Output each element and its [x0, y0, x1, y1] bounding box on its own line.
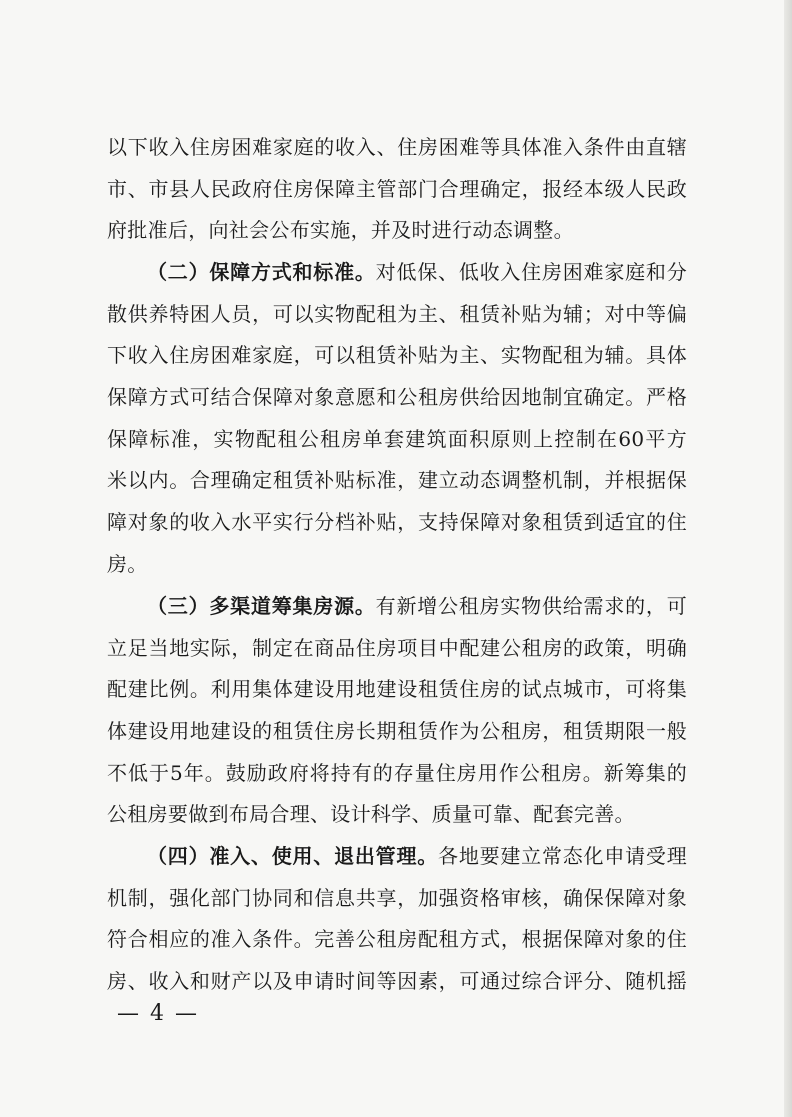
- paragraph-line: 房。: [107, 551, 148, 576]
- paragraph-4: [107, 836, 687, 1003]
- paragraph-2: [107, 252, 687, 586]
- paragraph-line: 米以内。合理确定租赁补贴标准，建立动态调整机制，并根据保: [107, 468, 687, 493]
- paragraph-line: 房、收入和财产以及申请时间等因素，可通过综合评分、随机摇: [107, 969, 687, 994]
- paragraph-3: [107, 586, 687, 836]
- paragraph-line: 公租房要做到布局合理、设计科学、质量可靠、配套完善。: [107, 802, 635, 827]
- paragraph-text: 各地要建立常态化申请受理: [438, 844, 687, 868]
- paragraph-line: 机制，强化部门协同和信息共享，加强资格审核，确保保障对象: [107, 885, 687, 910]
- paragraph-line: 体建设用地建设的租赁住房长期租赁作为公租房，租赁期限一般: [107, 719, 687, 744]
- paragraph-first-line: [107, 836, 687, 878]
- paragraph-text: 对低保、低收入住房困难家庭和分: [375, 260, 687, 284]
- paragraph-line: 保障标准，实物配租公租房单套建筑面积原则上控制在60平方: [107, 426, 687, 451]
- section-heading: （三）多渠道筹集房源。: [147, 594, 376, 618]
- paragraph-text: 有新增公租房实物供给需求的，可: [375, 594, 687, 618]
- paragraph-line: 保障方式可结合保障对象意愿和公租房供给因地制宜确定。严格: [107, 385, 687, 410]
- paragraph-line: 下收入住房困难家庭，可以租赁补贴为主、实物配租为辅。具体: [107, 343, 687, 368]
- section-heading: （二）保障方式和标准。: [147, 260, 376, 284]
- paragraph-first-line: [107, 252, 687, 294]
- paragraph-1: [107, 127, 687, 252]
- paragraph-line: 符合相应的准入条件。完善公租房配租方式，根据保障对象的住: [107, 927, 687, 952]
- section-heading: （四）准入、使用、退出管理。: [147, 844, 439, 868]
- paragraph-first-line: [107, 586, 687, 628]
- paragraph-line: 障对象的收入水平实行分档补贴，支持保障对象租赁到适宜的住: [107, 510, 687, 535]
- paragraph-line: 立足当地实际，制定在商品住房项目中配建公租房的政策，明确: [107, 635, 687, 660]
- paragraph-line: 府批准后，向社会公布实施，并及时进行动态调整。: [107, 218, 574, 243]
- paragraph-line: 配建比例。利用集体建设用地建设租赁住房的试点城市，可将集: [107, 677, 687, 702]
- page-number: — 4 —: [117, 1001, 199, 1026]
- paragraph-line: 不低于5年。鼓励政府将持有的存量住房用作公租房。新筹集的: [107, 760, 687, 785]
- paragraph-line: 散供养特困人员，可以实物配租为主、租赁补贴为辅；对中等偏: [107, 301, 687, 326]
- paragraph-line: 以下收入住房困难家庭的收入、住房困难等具体准入条件由直辖: [107, 135, 687, 159]
- paragraph-line: 市、市县人民政府住房保障主管部门合理确定，报经本级人民政: [107, 176, 687, 201]
- page-edge-shadow: [784, 0, 792, 1117]
